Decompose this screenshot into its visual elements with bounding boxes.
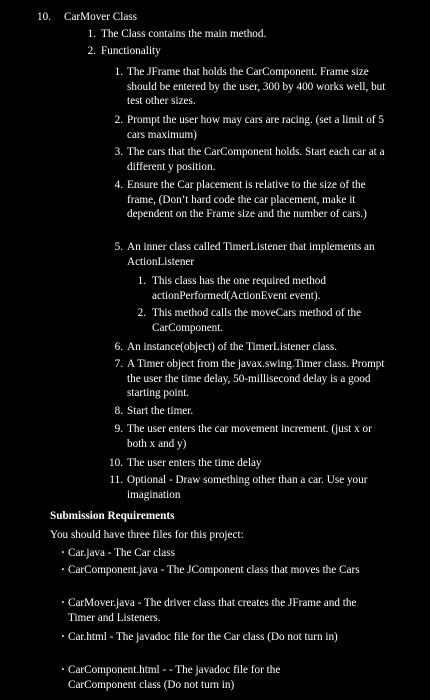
timer-listener-item bbox=[133, 306, 383, 335]
item-text: An inner class called TimerListener that implements an ActionListener bbox=[127, 241, 375, 268]
item-number: 8. bbox=[114, 405, 123, 417]
outline-text: The Class contains the main method. bbox=[101, 28, 267, 40]
outline-number: 2. bbox=[87, 45, 96, 57]
bullet-icon: · bbox=[61, 597, 65, 609]
item-number: 7. bbox=[114, 358, 123, 370]
item-text: Prompt the user how may cars are racing. (set a limit of 5 cars maximum) bbox=[127, 114, 384, 141]
item-number: 1. bbox=[114, 66, 123, 78]
item-number: 4. bbox=[114, 179, 123, 191]
item-text: An instance(object) of the TimerListener class. bbox=[127, 341, 338, 353]
file-text: Car.java - The Car class bbox=[68, 547, 175, 559]
submission-file-item bbox=[61, 563, 369, 578]
section-number: 10. bbox=[37, 11, 51, 23]
bullet-icon: · bbox=[61, 631, 65, 643]
file-text: CarMover.java - The driver class that creates the JFrame and the Timer and Listeners. bbox=[68, 597, 357, 624]
file-text: CarComponent.html - - The javadoc file for the CarComponent class (Do not turn in) bbox=[68, 664, 281, 691]
bullet-icon: · bbox=[61, 564, 65, 576]
item-text: Optional - Draw something other than a car. Use your imagination bbox=[127, 474, 368, 501]
submission-file-item bbox=[61, 663, 321, 692]
outline-text: Functionality bbox=[101, 45, 161, 57]
item-number: 6. bbox=[114, 341, 123, 353]
functionality-item bbox=[108, 456, 398, 471]
section-title: CarMover Class bbox=[64, 11, 138, 23]
item-text: A Timer object from the javax.swing.Timer class. Prompt the user the time delay, 50-millisecond delay is a good starting point. bbox=[127, 358, 385, 400]
functionality-item bbox=[108, 357, 388, 401]
functionality-item bbox=[108, 473, 383, 502]
item-text: Start the timer. bbox=[127, 405, 194, 417]
item-text: The user enters the time delay bbox=[127, 457, 262, 469]
submission-file-item bbox=[61, 630, 421, 645]
item-number: 11. bbox=[109, 474, 123, 486]
item-text: This class has the one required method actionPerformed(ActionEvent event). bbox=[152, 275, 326, 302]
submission-heading: Submission Requirements bbox=[50, 510, 175, 522]
outline-item bbox=[82, 27, 402, 42]
functionality-item bbox=[108, 65, 388, 109]
outline-number: 1. bbox=[87, 28, 96, 40]
file-text: CarComponent.java - The JComponent class that moves the Cars bbox=[68, 564, 360, 576]
outline-item bbox=[82, 44, 402, 59]
item-number: 5. bbox=[114, 241, 123, 253]
item-number: 10. bbox=[109, 457, 123, 469]
bullet-icon: · bbox=[61, 664, 65, 676]
section-heading bbox=[37, 10, 397, 25]
functionality-item bbox=[108, 178, 388, 222]
item-number: 2. bbox=[114, 114, 123, 126]
item-number: 3. bbox=[114, 146, 123, 158]
functionality-item bbox=[108, 145, 388, 174]
file-text: Car.html - The javadoc file for the Car class (Do not turn in) bbox=[68, 631, 338, 643]
functionality-item bbox=[108, 340, 398, 355]
functionality-item bbox=[108, 404, 388, 419]
item-text: The cars that the CarComponent holds. Start each car at a different y position. bbox=[127, 146, 385, 173]
functionality-item bbox=[108, 422, 378, 451]
functionality-item bbox=[108, 240, 388, 269]
item-text: The JFrame that holds the CarComponent. Frame size should be entered by the user, 300 by 400 works well, but test other sizes. bbox=[127, 66, 386, 108]
functionality-item bbox=[108, 113, 388, 142]
submission-file-item bbox=[61, 546, 391, 561]
timer-listener-item bbox=[133, 274, 383, 303]
item-number: 1. bbox=[137, 275, 146, 287]
item-number: 9. bbox=[114, 423, 123, 435]
bullet-icon: · bbox=[61, 547, 65, 559]
item-number: 2. bbox=[137, 307, 146, 319]
item-text: The user enters the car movement increment. (just x or both x and y) bbox=[127, 423, 372, 450]
item-text: Ensure the Car placement is relative to the size of the frame, (Don’t hard code the car placement, make it dependent on the Frame size and the number of cars.) bbox=[127, 179, 367, 221]
item-text: This method calls the moveCars method of the CarComponent. bbox=[152, 307, 362, 334]
submission-intro: You should have three files for this project: bbox=[50, 529, 244, 541]
submission-file-item bbox=[61, 596, 377, 625]
